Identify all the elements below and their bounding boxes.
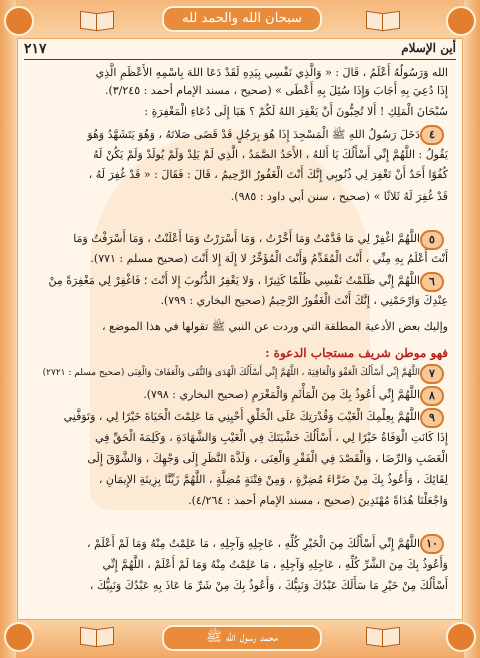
open-book-icon (80, 628, 114, 646)
text-line: وَاجْعَلْنَا هُدَاةً مُهْتَدِينَ (صحيح ، مسند الإمام أحمد : ٤/٢٦٤). (188, 494, 448, 507)
text-line: قَدْ غُفِرَ لَهُ ثَلاثًا » (صحيح ، سنن أبي داود : ٩٨٥). (230, 190, 448, 203)
left-ornamental-border (0, 0, 16, 658)
page-header (24, 41, 456, 60)
text-line: اللَّهُمَّ إِنِّي أَسْأَلُكَ الْعَفْوَ وَالْعَافِيَةَ ، اللَّهُمَّ إِنِّي أَسْأَلُكَ الْهُدَى وَالتُّقَى وَالْعَفَافَ وَالْغِنَى (صحيح مسلم : ٢٧٢١) (42, 368, 420, 378)
text-line: أَسْأَلُكَ مِنْ خَيْرِ مَا سَأَلَكَ عَبْدُكَ وَنَبِيُّكَ ، وَأَعُوذُ بِكَ مِنْ شَرِّ مَا عَاذَ بِهِ عَبْدُكَ وَنَبِيُّكَ ، (89, 579, 448, 592)
text-line: كُفُوًا أَحَدٌ أَنْ تَغْفِرَ لِي ذُنُوبِي إِنَّكَ أَنْتَ الْغَفُورُ الرَّحِيمُ ، قَالَ : فَقَالَ : « قَدْ غُفِرَ لَهُ ، (88, 168, 448, 181)
text-line: دَخَلَ رَسُولُ اللهِ ﷺ الْمَسْجِدَ إِذَا هُوَ بِرَجُلٍ قَدْ قَضَى صَلاتَهُ ، وَهُوَ يَتَشَهَّدُ وَهُوَ (87, 128, 420, 141)
number-marker: ٩ (420, 408, 444, 428)
text-line: الله وَرَسُولُهُ أَعْلَمُ ، قَالَ : « وَالَّذِي نَفْسِي بِيَدِهِ لَقَدْ دَعَا اللهَ بِاسْمِهِ الأَعْظَمِ الَّذِي (95, 66, 448, 79)
highlighted-heading: فهو موطن شريف مستجاب الدعوة : (265, 346, 448, 360)
text-line: اللَّهُمَّ اغْفِرْ لِي مَا قَدَّمْتُ وَمَا أَخَّرْتُ ، وَمَا أَسْرَرْتُ وَمَا أَعْلَنْتُ ، وَمَا أَسْرَفْتُ وَمَا (73, 232, 420, 245)
corner-medallion-icon (446, 6, 476, 36)
text-line: الْغَضَبِ وَالرِّضَا ، وَالْقَصْدَ فِي الْفَقْرِ وَالْغِنَى ، وَلَذَّةَ النَّظَرِ إِلَى وَجْهِكَ ، وَالشَّوْقَ إِلَى (87, 452, 448, 465)
open-book-icon (80, 12, 114, 30)
running-title: أين الإسلام (401, 41, 456, 55)
text-line: يَقُولُ : اللَّهُمَّ إِنِّي أَسْأَلُكَ يَا أَللهُ ، الأَحَدُ الصَّمَدُ ، الَّذِي لَمْ يَلِدْ وَلَمْ يُولَدْ وَلَمْ يَكُنْ لَهُ (93, 148, 448, 161)
number-marker: ٦ (420, 272, 444, 292)
text-line: وإليك بعض الأدعية المطلقة التي وردت عن النبي ﷺ تقولها في هذا الموضع ، (101, 320, 448, 333)
right-ornamental-border (464, 0, 480, 658)
text-line: إِذَا دُعِيَ بِهِ أَجَابَ وَإِذَا سُئِلَ بِهِ أَعْطَى » (صحيح ، مسند الإمام أحمد : ٣/٢٤٥). (104, 84, 448, 97)
text-line: عِنْدِكَ وَارْحَمْنِي ، إِنَّكَ أَنْتَ الْغَفُورُ الرَّحِيمُ (صحيح البخاري : ٧٩٩). (160, 294, 448, 307)
bottom-calligraphy-cartouche: محمد رسول الله ﷺ (162, 625, 322, 651)
text-line: اللَّهُمَّ إِنِّي ظَلَمْتُ نَفْسِي ظُلْمًا كَثِيرًا ، وَلا يَغْفِرُ الذُّنُوبَ إِلا أَنْتَ ؛ فَاغْفِرْ لِي مَغْفِرَةً مِنْ (48, 274, 420, 287)
corner-medallion-icon (4, 622, 34, 652)
open-book-icon (366, 12, 400, 30)
text-line: أَنْتَ أَعْلَمُ بِهِ مِنِّي ، أَنْتَ الْمُقَدِّمُ وَأَنْتَ الْمُؤَخِّرُ لا إِلَهَ إِلا أَنْتَ (صحيح مسلم : ٧٧١). (90, 252, 448, 265)
number-marker: ٨ (420, 386, 444, 406)
number-marker: ٧ (420, 364, 444, 384)
text-line: سُبْحَانَ الْمَلِكِ ! أَلا تُحِبُّونَ أَنْ يَغْفِرَ اللهُ لَكُمْ ؟ هَيَا إِلَى دُعَاءِ الْمَغْفِرَةِ : (144, 105, 448, 118)
number-marker: ٤ (420, 125, 444, 145)
number-marker: ١٠ (420, 534, 444, 554)
text-line: لِقَائِكَ ، وَأَعُوذُ بِكَ مِنْ ضَرَّاءَ مُضِرَّةٍ ، وَمِنْ فِتْنَةٍ مُضِلَّةٍ ، اللَّهُمَّ زَيِّنَّا بِزِينَةِ الإِيمَانِ ، (98, 473, 448, 486)
number-marker: ٥ (420, 230, 444, 250)
open-book-icon (366, 628, 400, 646)
corner-medallion-icon (446, 622, 476, 652)
text-line: اللَّهُمَّ إِنِّي أَعُوذُ بِكَ مِنَ الْمَأْثَمِ وَالْمَغْرَمِ (صحيح البخاري : ٧٩٨). (143, 388, 420, 401)
top-calligraphy-cartouche: سبحان الله والحمد لله (162, 6, 322, 32)
text-line: وَأَعُوذُ بِكَ مِنَ الشَّرِّ كُلِّهِ ، عَاجِلِهِ وَآجِلِهِ ، مَا عَلِمْتُ مِنْهُ وَمَا لَمْ أَعْلَمْ ، اللَّهُمَّ إِنِّي (102, 558, 448, 571)
text-line: اللَّهُمَّ إِنِّي أَسْأَلُكَ مِنَ الْخَيْرِ كُلِّهِ ، عَاجِلِهِ وَآجِلِهِ ، مَا عَلِمْتُ مِنْهُ وَمَا لَمْ أَعْلَمْ ، (87, 537, 420, 550)
page-number: ٢١٧ (24, 41, 47, 57)
corner-medallion-icon (4, 6, 34, 36)
text-line: اللَّهُمَّ بِعِلْمِكَ الْغَيْبَ وَقُدْرَتِكَ عَلَى الْخَلْقِ أَحْيِنِي مَا عَلِمْتَ الْحَيَاةَ خَيْرًا لِي ، وَتَوَفَّنِي (63, 410, 420, 423)
text-line: إِذَا كَانَتِ الْوَفَاةُ خَيْرًا لِي ، أَسْأَلُكَ خَشْيَتَكَ فِي الْغَيْبِ وَالشَّهَادَةِ ، وَكَلِمَةَ الْحَقِّ فِي (95, 431, 448, 444)
